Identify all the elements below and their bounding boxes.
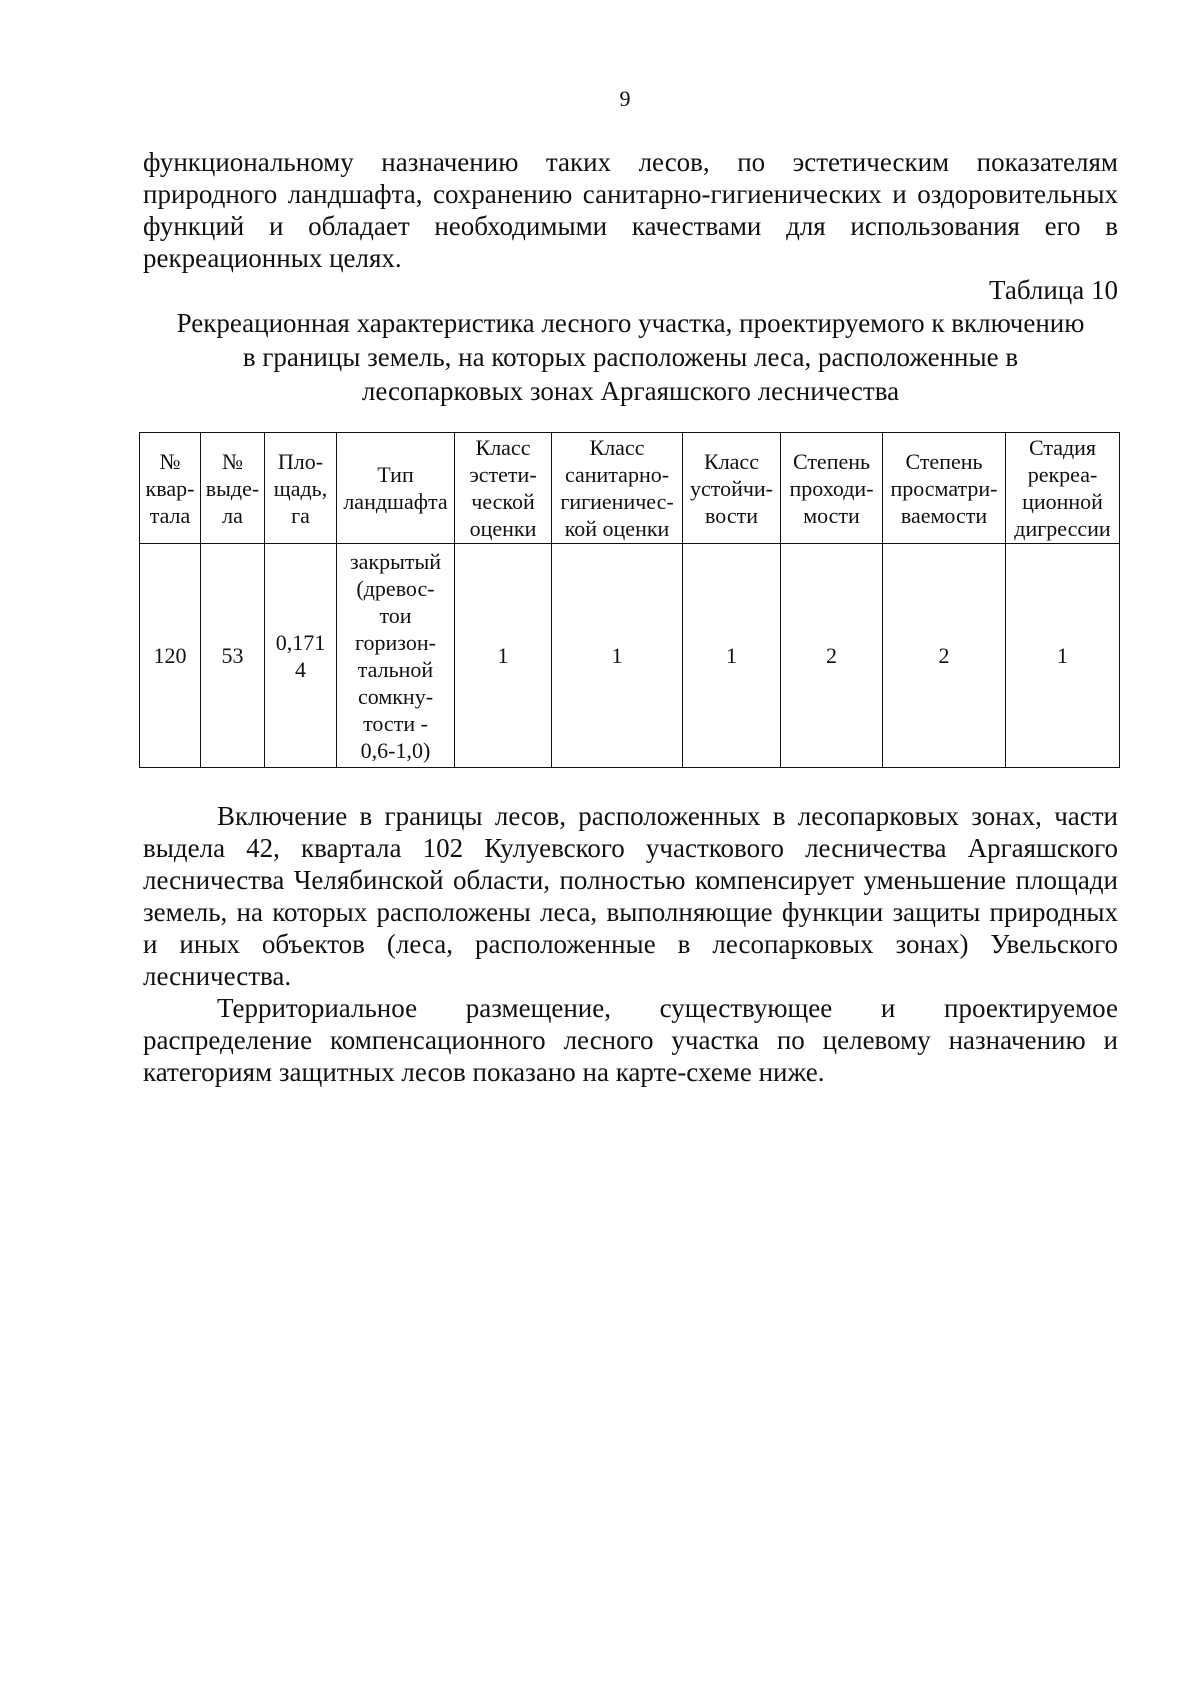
table-caption: Рекреационная характеристика лесного участка, проектируемого к включению в границы земель, на которых расположены леса, расположенные в лесопарковых зонах Аргаяшского лесничества xyxy=(176,308,1085,406)
cell-sanitary-class: 1 xyxy=(552,544,683,768)
table-header-row xyxy=(140,433,1120,544)
cell-area: 0,171 4 xyxy=(265,544,337,768)
header-sanitary-class: Класс санитарно- гигиеничес- кой оценки xyxy=(552,433,683,544)
body-paragraph: Включение в границы лесов, расположенных в лесопарковых зонах, части выдела 42, квартала 102 Кулуевского участкового лесничества Аргаяшского лесничества Челябинской области, полностью компенсирует уменьшение площади земель, на которых расположены леса, выполняющие функции защиты природных и иных объектов (леса, расположенные в лесопарковых зонах) Увельского лесничества. xyxy=(143,801,1118,991)
intro-text-block xyxy=(143,146,1118,274)
table-row xyxy=(140,544,1120,768)
cell-aesthetic-class: 1 xyxy=(455,544,552,768)
body-paragraph: Территориальное размещение, существующее и проектируемое распределение компенсационного лесного участка по целевому назначению и категориям защитных лесов показано на карте-схеме ниже. xyxy=(143,993,1118,1087)
cell-visibility: 2 xyxy=(883,544,1006,768)
cell-landscape-type: закрытый (древос- тои горизон- тальной сомкну- тости - 0,6-1,0) xyxy=(337,544,455,768)
cell-digression-stage: 1 xyxy=(1006,544,1120,768)
header-quarter-number: № квар- тала xyxy=(140,433,201,544)
cell-section: 53 xyxy=(201,544,265,768)
body-text-block xyxy=(143,800,1118,1088)
recreation-table xyxy=(139,432,1120,768)
header-visibility: Степень просматри- ваемости xyxy=(883,433,1006,544)
header-section-number: № выде- ла xyxy=(201,433,265,544)
intro-paragraph: функциональному назначению таких лесов, по эстетическим показателям природного ландшафта, сохранению санитарно-гигиенических и оздоровительных функций и обладает необходимыми качествами для использования его в рекреационных целях. xyxy=(143,147,1118,273)
header-landscape-type: Тип ландшафта xyxy=(337,433,455,544)
page-number: 9 xyxy=(619,86,631,111)
header-aesthetic-class: Класс эстети- ческой оценки xyxy=(455,433,552,544)
cell-stability-class: 1 xyxy=(683,544,781,768)
header-stability-class: Класс устойчи- вости xyxy=(683,433,781,544)
header-passability: Степень проходи- мости xyxy=(781,433,883,544)
cell-quarter: 120 xyxy=(140,544,201,768)
table-label: Таблица 10 xyxy=(989,275,1118,305)
cell-passability: 2 xyxy=(781,544,883,768)
header-digression-stage: Стадия рекреа- ционной дигрессии xyxy=(1006,433,1120,544)
header-area: Пло- щадь, га xyxy=(265,433,337,544)
